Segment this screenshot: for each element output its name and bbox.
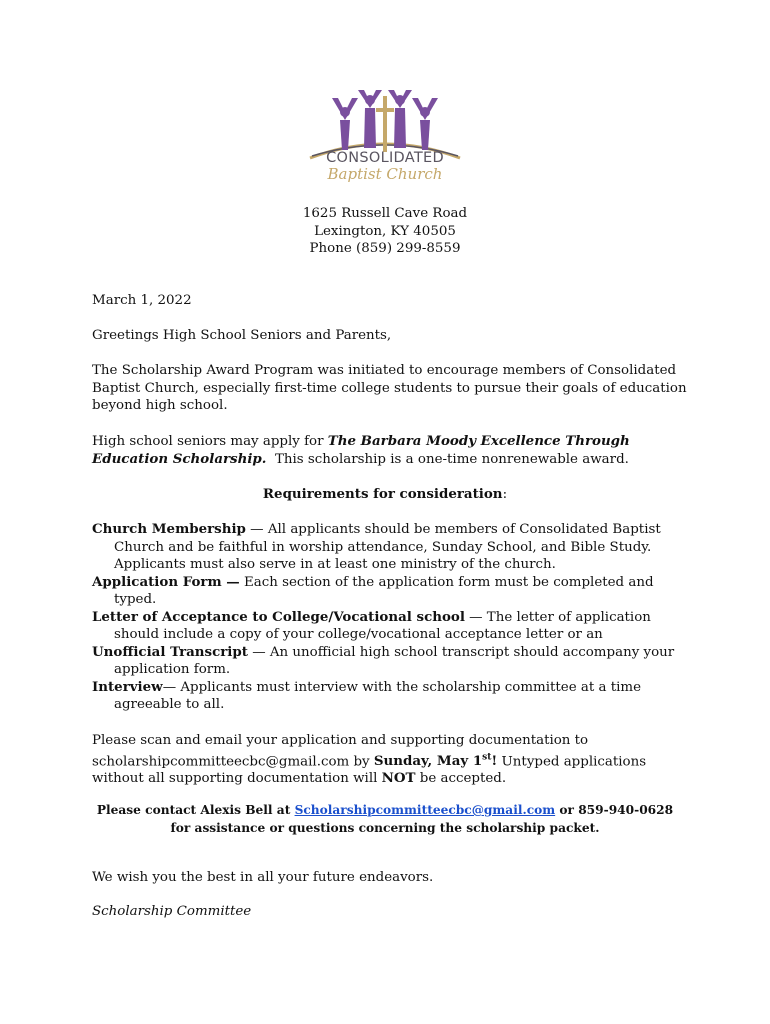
requirement-item — [92, 679, 692, 714]
submission-paragraph — [92, 732, 692, 788]
logo-line-2: Baptist Church — [327, 165, 443, 183]
requirement-item — [92, 521, 692, 574]
deadline-suffix: st — [482, 752, 492, 763]
requirements-list — [92, 521, 692, 714]
requirement-item — [92, 609, 692, 644]
church-logo — [300, 90, 470, 205]
not-emphasis: NOT — [381, 770, 416, 787]
contact-phone: or 859-940-0628 — [555, 803, 674, 817]
requirement-label: Church Membership — [92, 521, 246, 537]
deadline-exclaim: ! — [491, 752, 498, 769]
contact-prefix: Please contact Alexis Bell at — [96, 803, 295, 817]
signature: Scholarship Committee — [92, 904, 252, 919]
scholarship-title-part-1: The Barbara Moody Excellence Through — [327, 433, 630, 449]
submission-email-text: scholarshipcommitteecbc@gmail.com by — [92, 753, 374, 769]
requirement-label: Letter of Acceptance to College/Vocational school — [92, 608, 465, 625]
address-phone: Phone (859) 299-8559 — [309, 241, 461, 256]
requirements-heading-text: Requirements for consideration — [262, 486, 503, 502]
requirement-text: Each section of the application form must be completed and typed. — [114, 574, 654, 607]
requirement-item — [92, 574, 692, 609]
submission-line-3: without all supporting documentation will — [92, 771, 382, 787]
requirement-text: — An unofficial high school transcript should accompany your application form. — [114, 644, 675, 677]
apply-suffix: This scholarship is a one-time nonrenewable award. — [266, 451, 629, 467]
deadline-date: Sunday, May 1 — [373, 752, 483, 769]
contact-line-2: for assistance or questions concerning the scholarship packet. — [170, 820, 600, 835]
submission-line-1: Please scan and email your application and supporting documentation to — [92, 733, 589, 748]
address-city: Lexington, KY 40505 — [314, 223, 456, 239]
logo-line-1: CONSOLIDATED — [326, 150, 444, 166]
requirement-text: — All applicants should be members of Consolidated Baptist Church and be faithful in worship attendance, Sunday School, and Bible Study. Applicants must also serve in at least one ministry of the church. — [114, 522, 661, 572]
intro-line-1: The Scholarship Award Program was initiated to encourage members of Consolidated — [92, 363, 677, 378]
requirement-label: Unofficial Transcript — [92, 643, 248, 660]
requirement-item — [92, 644, 692, 679]
scholarship-title-part-2: Education Scholarship. — [92, 450, 267, 467]
deadline — [374, 753, 497, 769]
requirement-label: Interview — [92, 678, 163, 695]
requirement-label: Application Form — — [92, 573, 240, 590]
address-street: 1625 Russell Cave Road — [302, 206, 468, 221]
contact-block — [0, 802, 770, 837]
requirements-heading-colon: : — [502, 487, 508, 502]
intro-paragraph — [92, 362, 692, 415]
contact-email-link[interactable]: Scholarshipcommitteecbc@gmail.com — [294, 803, 556, 817]
church-logo-wordmark — [300, 150, 470, 182]
intro-line-3: beyond high school. — [92, 398, 228, 413]
intro-line-2: Baptist Church, especially first-time college students to pursue their goals of education — [92, 380, 687, 396]
closing-line: We wish you the best in all your future endeavors. — [92, 870, 434, 885]
submission-line-3-end: be accepted. — [415, 771, 507, 787]
requirement-text: — The letter of application should include a copy of your college/vocational acceptance letter or an — [114, 609, 651, 642]
submission-untyped: Untyped applications — [497, 753, 647, 769]
requirements-heading — [0, 486, 770, 504]
requirement-text: — Applicants must interview with the scholarship committee at a time agreeable to all. — [114, 679, 642, 712]
greeting: Greetings High School Seniors and Parents, — [92, 328, 392, 343]
apply-prefix: High school seniors may apply for — [92, 434, 328, 449]
church-address — [0, 205, 770, 258]
letter-date: March 1, 2022 — [92, 293, 192, 308]
apply-paragraph — [92, 433, 692, 468]
